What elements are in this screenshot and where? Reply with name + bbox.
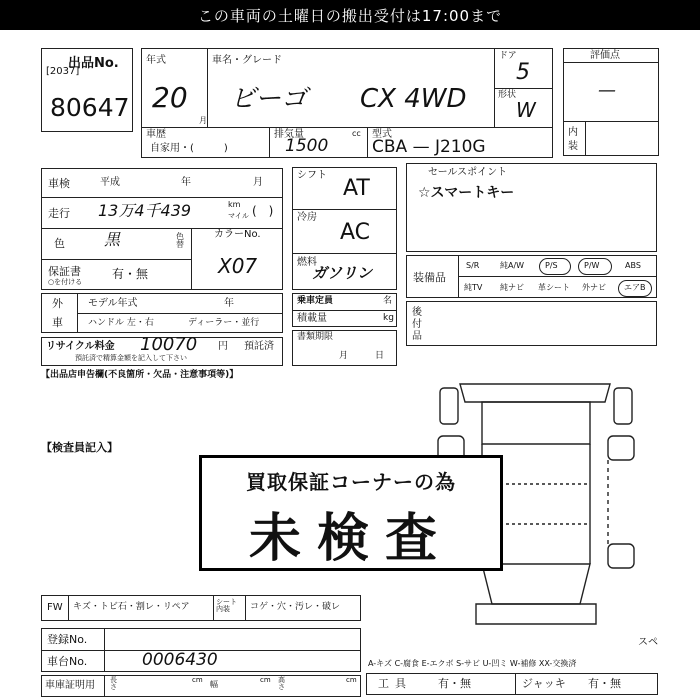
- inspection-month: 月: [253, 177, 263, 188]
- doc-deadline-month: 月: [339, 351, 349, 361]
- cert-width-unit: cm: [260, 676, 271, 684]
- doc-deadline-label: 書類期限: [297, 332, 334, 342]
- sales-point-label: セールスポイント: [428, 167, 508, 178]
- chassis-label: 車台No.: [47, 655, 88, 668]
- post-install-label: 後付品: [412, 307, 422, 342]
- load-label: 積載量: [297, 313, 327, 324]
- fuel-value: ガソリン: [312, 264, 373, 282]
- recycle-value: 10070: [140, 334, 198, 355]
- handle-label: ハンドル 左・右: [88, 318, 154, 328]
- stamp-line-1: 買取保証コーナーの為: [246, 470, 456, 494]
- cert-height: 高さ: [278, 676, 285, 691]
- doors-value: 5: [516, 60, 530, 85]
- doors-label: ドア: [499, 51, 517, 61]
- cert-length-unit: cm: [192, 676, 203, 684]
- mileage-value: 13万4千439: [98, 201, 192, 220]
- doc-deadline-day: 日: [375, 351, 385, 361]
- damage-legend: A-キズ C-腐食 E-エクボ S-サビ U-凹ミ W-補修 XX-交換済: [368, 659, 577, 668]
- ac-label: 冷房: [297, 212, 317, 223]
- grade-label: 評価点: [590, 50, 620, 61]
- import-label-1: 外: [52, 297, 63, 310]
- history-value: 自家用・( ): [150, 143, 228, 154]
- equipment-label: 装備品: [413, 271, 446, 284]
- equip-abs: ABS: [625, 261, 641, 270]
- warranty-options: 有・無: [112, 267, 149, 281]
- equip-airbag: エアB: [624, 283, 646, 292]
- shape-label: 形状: [498, 90, 517, 100]
- capacity-unit: 名: [383, 296, 393, 306]
- spare-label: スペ: [638, 637, 658, 648]
- stamp-line-2: 未検査: [248, 509, 453, 569]
- tools-label: 工具: [378, 677, 412, 690]
- ac-value: AC: [340, 220, 371, 245]
- recycle-unit: 円: [218, 341, 228, 352]
- lot-code: [2037]: [46, 66, 80, 77]
- cert-length: 長さ: [110, 676, 117, 691]
- warranty-sub: ○を付ける: [48, 278, 83, 286]
- year-month-unit: 月: [199, 116, 207, 125]
- inspection-year: 年: [181, 177, 191, 188]
- lot-label: 出品No.: [68, 56, 119, 71]
- type-value: CBA — J210G: [372, 137, 486, 157]
- inspection-label: 車検: [48, 177, 70, 190]
- tools-options: 有・無: [438, 677, 471, 690]
- mileage-label: 走行: [48, 207, 70, 220]
- recycle-label: リサイクル料金: [46, 341, 115, 352]
- post-install-box: [406, 301, 657, 346]
- equip-sr: S/R: [466, 261, 480, 270]
- equip-leather: 革シート: [538, 283, 570, 292]
- displacement-unit: cc: [352, 129, 361, 138]
- model-year-unit: 年: [224, 298, 234, 309]
- fw-label: FW: [47, 602, 63, 613]
- equip-navi: 純ナビ: [500, 283, 524, 292]
- color-no-value: X07: [218, 254, 258, 278]
- sales-point-value: ☆スマートキー: [418, 185, 515, 201]
- equip-ps: P/S: [545, 261, 558, 270]
- seller-report-label: 【出品店申告欄(不良箇所・欠品・注意事項等)】: [41, 370, 239, 380]
- capacity-label: 乗車定員: [297, 296, 334, 306]
- mileage-mile: マイル: [228, 212, 249, 220]
- color-label: 色: [54, 237, 65, 250]
- type-label: 型式: [372, 129, 392, 140]
- model-year-label: モデル年式: [88, 298, 138, 309]
- interior-label: 内装: [568, 127, 578, 152]
- dealer-label: ディーラー・並行: [188, 318, 260, 328]
- color-change-label: 色替: [176, 232, 184, 249]
- model-name: ビーゴ: [230, 84, 307, 114]
- shift-label: シフト: [297, 170, 327, 181]
- grade-value: —: [598, 80, 616, 101]
- unchecked-stamp: [199, 455, 503, 571]
- fw-seat-label: シート内装: [216, 598, 237, 613]
- mileage-km: km: [228, 200, 241, 209]
- top-banner: この車両の土曜日の搬出受付は17:00まで: [0, 0, 700, 30]
- equip-tv: 純TV: [464, 283, 483, 292]
- registration-label: 登録No.: [47, 633, 88, 646]
- lot-number: 80647: [50, 93, 130, 122]
- equip-pw: P/W: [584, 261, 600, 270]
- inspection-era: 平成: [100, 177, 120, 188]
- fw-seat-text: コゲ・穴・汚レ・破レ: [250, 602, 341, 612]
- equip-ext-navi: 外ナビ: [582, 283, 606, 292]
- lot-number-box: [41, 48, 133, 132]
- fuel-label: 燃料: [297, 257, 317, 268]
- year-label: 年式: [146, 55, 166, 66]
- jack-options: 有・無: [588, 677, 621, 690]
- equip-alloy: 純A/W: [500, 261, 525, 270]
- displacement-label: 排気量: [274, 129, 304, 140]
- load-unit: kg: [383, 313, 394, 323]
- shape-value: W: [516, 98, 536, 122]
- mileage-bracket: ( ): [252, 204, 274, 218]
- shift-value: AT: [343, 176, 370, 201]
- color-value: 黒: [104, 230, 121, 249]
- garage-cert-label: 車庫証明用: [45, 680, 95, 691]
- model-grade: CX 4WD: [360, 84, 467, 114]
- recycle-note: 預託済で精算金額を記入して下さい: [75, 354, 187, 362]
- recycle-status: 預託済: [244, 341, 274, 352]
- year-value: 20: [152, 81, 188, 114]
- displacement-value: 1500: [285, 136, 329, 156]
- history-label: 車歴: [146, 129, 166, 140]
- fw-text: キズ・トビ石・割レ・リペア: [73, 602, 190, 612]
- model-label: 車名・グレード: [212, 55, 282, 66]
- inspector-notes-label: 【検査員記入】: [41, 441, 118, 454]
- color-no-label: カラーNo.: [214, 229, 261, 240]
- jack-label: ジャッキ: [522, 677, 566, 690]
- warranty-label: 保証書: [48, 265, 81, 278]
- import-label-2: 車: [52, 316, 63, 329]
- cert-height-unit: cm: [346, 676, 357, 684]
- cert-width: 幅: [210, 680, 218, 689]
- chassis-value: 0006430: [142, 650, 218, 670]
